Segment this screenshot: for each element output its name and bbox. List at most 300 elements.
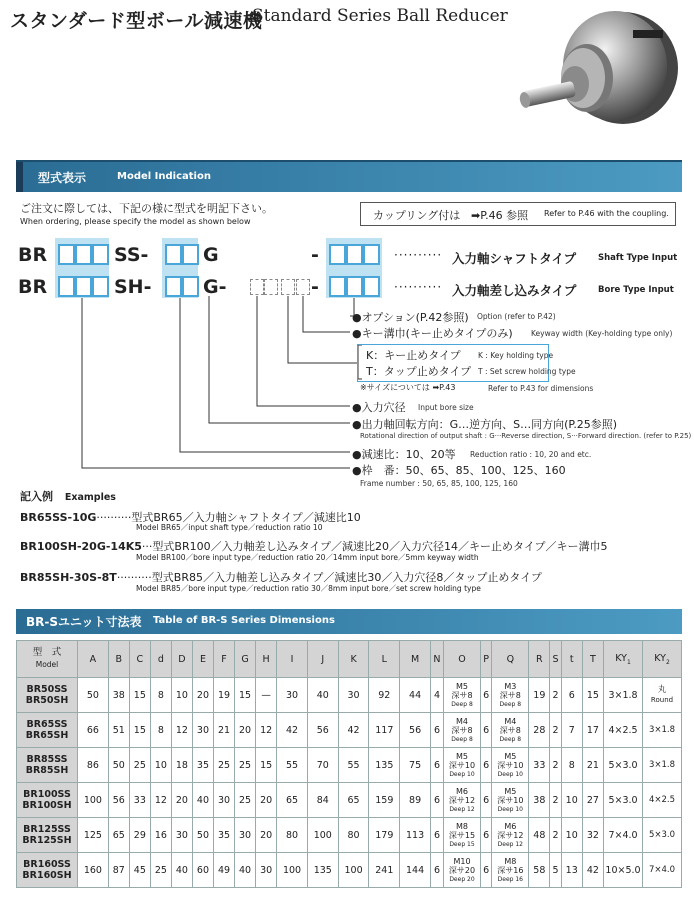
table-cell: 15 [235,678,256,713]
header-cell: M [400,641,431,678]
table-cell: 92 [369,678,400,713]
table-cell: 2 [550,783,561,818]
table-cell: 15 [582,678,603,713]
table-cell: 100 [307,818,338,853]
table-cell: 30 [214,783,235,818]
o-depth-en: Deep 8 [451,735,473,743]
table-cell: 8 [150,713,171,748]
k-type-annotation-en: K : Key holding type [478,351,554,360]
table-cell: 5 [550,853,561,888]
model-cell [17,713,78,748]
model-code-sh: BR100SH [22,800,72,811]
example-leader: ··· [141,540,153,553]
model-code-ss: BR125SS [23,824,71,835]
table-cell: 2 [550,713,561,748]
table-cell: 25 [235,783,256,818]
o-depth-en: Deep 10 [449,770,475,778]
header-cell: Q [492,641,529,678]
table-cell: 20 [235,713,256,748]
table-cell: 35 [214,818,235,853]
model-code-sh: BR160SH [22,870,72,881]
table-cell: 6 [481,818,492,853]
table-cell: 6 [430,713,443,748]
table-cell: 19 [529,678,550,713]
model-code-ss: BR50SS [26,684,68,695]
table-cell: 4 [430,678,443,713]
table-cell: 20 [256,783,277,818]
header-cell: R [529,641,550,678]
table-cell: 86 [78,748,109,783]
table-cell: 40 [171,853,192,888]
table-cell: 50 [108,748,129,783]
ky1-cell: 5×3.0 [604,783,643,818]
o-depth-jp: 深サ10 [448,760,476,770]
ky1-cell: 4×2.5 [604,713,643,748]
table-cell: 2 [550,818,561,853]
table-cell: 28 [529,713,550,748]
table-cell: 6 [561,678,582,713]
table-cell: 65 [277,783,308,818]
table-cell: 25 [235,748,256,783]
q-depth-jp: 深サ8 [499,690,521,700]
o-depth-jp: 深サ20 [448,865,476,875]
table-cell: 25 [150,853,171,888]
header-cell: I [277,641,308,678]
q-depth-en: Deep 8 [499,735,522,743]
table-cell: 25 [129,748,150,783]
table-cell: 55 [338,748,369,783]
table-cell: 33 [129,783,150,818]
ky2-value: 丸 [657,685,667,695]
model-header-en: Model [35,660,59,669]
q-cell [492,713,529,748]
ky2-cell [643,748,682,783]
table-cell: 38 [529,783,550,818]
model-cell [17,678,78,713]
model-g-2: G- [203,276,227,298]
frame-annotation: ●枠 番：50、65、85、100、125、160 [352,464,566,477]
table-cell: 50 [192,818,213,853]
ky2-cell [643,818,682,853]
ky2-sub: 2 [665,658,670,666]
table-cell: 15 [129,678,150,713]
table-cell: 49 [214,853,235,888]
table-cell: 6 [481,713,492,748]
model-g-1: G [203,244,219,266]
header-cell: D [171,641,192,678]
ky1-cell: 7×4.0 [604,818,643,853]
table-cell: 21 [214,713,235,748]
table-cell: 80 [277,818,308,853]
example-desc-en: Model BR65／input shaft type／reduction ratio 10 [136,523,323,532]
example-code: BR85SH-30S-8T [20,571,117,584]
q-thread: M5 [504,786,517,796]
table-cell: 42 [277,713,308,748]
ratio-annotation-en: Reduction ratio : 10, 20 and etc. [470,450,592,459]
table-cell: 38 [108,678,129,713]
table-cell: 25 [214,748,235,783]
table-cell: 12 [256,713,277,748]
o-thread: M5 [456,751,468,761]
header-cell-ky1 [604,641,643,678]
ky2-cell [643,678,682,713]
ky1-label: KY [615,652,627,664]
table-cell: 19 [214,678,235,713]
model-dash-1: - [311,244,319,266]
table-cell: 15 [129,713,150,748]
model-cell [17,783,78,818]
examples-heading-jp: 記入例 [20,490,53,503]
frame-annotation-en: Frame number : 50, 65, 85, 100, 125, 160 [360,479,518,488]
header-cell: J [307,641,338,678]
table-cell: — [256,678,277,713]
q-depth-jp: 深サ10 [497,795,524,805]
leader-dots: ·········· [394,248,443,262]
o-cell [444,783,481,818]
q-cell [492,783,529,818]
header-cell: H [256,641,277,678]
coupling-label-jp: カップリング付は [373,209,461,222]
table-cell: 30 [338,678,369,713]
ky2-cell [643,853,682,888]
q-depth-en: Deep 16 [497,875,523,883]
leader-dots: ·········· [394,280,443,294]
o-depth-jp: 深サ12 [448,795,476,805]
q-cell [492,818,529,853]
dimensions-table [16,640,682,888]
table-cell: 87 [108,853,129,888]
table-cell: 241 [369,853,400,888]
table-cell: 135 [369,748,400,783]
table-cell: 80 [338,818,369,853]
header-cell: O [444,641,481,678]
o-cell [444,748,481,783]
example-code: BR65SS-10G [20,511,97,524]
ky1-cell: 5×3.0 [604,748,643,783]
ky2-cell [643,783,682,818]
table-cell: 40 [192,783,213,818]
example-desc: 型式BR85／入力軸差し込みタイプ／減速比30／入力穴径8／タップ止めタイプ [151,571,542,584]
shaft-type-label-en: Shaft Type Input [598,253,678,263]
table-cell: 48 [529,818,550,853]
header-cell: A [78,641,109,678]
o-depth-en: Deep 8 [451,700,473,708]
o-cell [444,713,481,748]
ky1-cell: 10×5.0 [604,853,643,888]
q-thread: M4 [504,716,517,726]
option-annotation: ●オプション(P.42参照) [352,311,469,324]
section-title-jp: 型式表示 [38,171,87,185]
bore-annotation-en: Input bore size [418,403,474,412]
header-cell: N [430,641,443,678]
q-depth-jp: 深サ10 [497,760,524,770]
table-cell: 30 [192,713,213,748]
model-code-sh: BR65SH [25,730,69,741]
model-code-ss: BR100SS [23,789,71,800]
q-depth-jp: 深サ12 [497,830,524,840]
table-cell: 50 [78,678,109,713]
table-cell: 144 [400,853,431,888]
table-cell: 135 [307,853,338,888]
header-cell: B [108,641,129,678]
size-note: ※サイズについては ➡P.43 [360,383,456,392]
header-cell: T [582,641,603,678]
t-type-annotation-en: T : Set screw holding type [478,367,576,376]
table-cell: 6 [481,853,492,888]
header-cell: K [338,641,369,678]
table-cell: 65 [338,783,369,818]
q-depth-en: Deep 8 [499,700,522,708]
table-cell: 45 [129,853,150,888]
table-row [17,853,682,888]
rotation-annotation-en: Rotational direction of output shaft : G···Reverse direction, S···Forward direction. (refer to P.25) [360,432,692,440]
table-cell: 6 [481,748,492,783]
table-title-en: Table of BR-S Series Dimensions [153,615,335,626]
model-code-sh: BR50SH [25,695,69,706]
model-code-ss: BR65SS [26,719,68,730]
q-depth-jp: 深サ16 [497,865,524,875]
ky2-value: 4×2.5 [648,795,676,805]
table-cell: 30 [171,818,192,853]
table-cell: 56 [307,713,338,748]
table-cell: 12 [171,713,192,748]
header-cell-ky2 [643,641,682,678]
header-cell-model [17,641,78,678]
model-code-sh: BR85SH [25,765,69,776]
table-cell: 70 [307,748,338,783]
table-cell: 8 [150,678,171,713]
option-annotation-en: Option (refer to P.42) [477,312,556,321]
o-depth-en: Deep 15 [449,840,475,848]
o-depth-jp: 深サ15 [448,830,476,840]
ky2-value: 7×4.0 [648,865,676,875]
model-code-ss: BR160SS [23,859,71,870]
table-cell: 15 [256,748,277,783]
table-cell: 42 [582,853,603,888]
model-code-ss: BR85SS [26,754,68,765]
q-depth-jp: 深サ8 [499,725,521,735]
header-cell: P [481,641,492,678]
o-depth-en: Deep 12 [449,805,475,813]
table-title-jp: BR-Sユニット寸法表 [26,615,142,629]
keyway-annotation: ●キー溝巾(キー止めタイプのみ) [352,327,513,340]
example-leader: ·········· [116,571,152,584]
table-row [17,783,682,818]
ky1-cell: 3×1.8 [604,678,643,713]
q-thread: M8 [504,856,517,866]
table-cell: 51 [108,713,129,748]
table-cell: 56 [108,783,129,818]
model-prefix-2: BR [18,276,48,298]
q-depth-en: Deep 10 [497,770,523,778]
q-cell [492,678,529,713]
table-cell: 65 [108,818,129,853]
example-code: BR100SH-20G-14K5 [20,540,142,553]
model-dash-2: - [311,276,319,298]
example-desc: 型式BR65／入力軸シャフトタイプ／減速比10 [131,511,361,524]
table-cell: 6 [430,783,443,818]
ky2-note: Round [650,696,674,704]
table-cell: 17 [582,713,603,748]
table-cell: 44 [400,678,431,713]
o-thread: M5 [456,681,468,691]
ky2-value: 3×1.8 [648,725,676,735]
o-thread: M4 [456,716,468,726]
model-cell [17,748,78,783]
table-cell: 29 [129,818,150,853]
table-header-row [17,641,682,678]
table-cell: 10 [561,783,582,818]
ky2-label: KY [654,652,666,664]
order-note-jp: ご注文に際しては、下記の様に型式を明記下さい。 [20,202,273,215]
section-title-en: Model Indication [117,171,211,182]
bore-type-label-en: Bore Type Input [598,285,674,295]
section-bar-dimensions [16,609,682,634]
order-note-en: When ordering, please specify the model as shown below [20,217,251,226]
table-cell: 100 [78,783,109,818]
example-desc: 型式BR100／入力軸差し込みタイプ／減速比20／入力穴径14／キー止めタイプ／キー溝巾5 [152,540,608,553]
header-cell: t [561,641,582,678]
model-mid-1: SS- [114,244,149,266]
table-cell: 33 [529,748,550,783]
o-thread: M6 [456,786,468,796]
table-cell: 159 [369,783,400,818]
table-cell: 113 [400,818,431,853]
header-cell: S [550,641,561,678]
model-mid-2: SH- [114,276,152,298]
header-cell: L [369,641,400,678]
table-cell: 75 [400,748,431,783]
bore-annotation: ●入力穴径 [352,401,406,414]
o-depth-jp: 深サ8 [451,690,473,700]
ky2-value: 3×1.8 [648,760,676,770]
q-cell [492,853,529,888]
model-cell [17,818,78,853]
o-depth-en: Deep 20 [449,875,475,883]
bore-type-label-jp: 入力軸差し込みタイプ [452,283,577,298]
table-cell: 10 [171,678,192,713]
size-note-en: Refer to P.43 for dimensions [488,384,594,393]
header-cell: E [192,641,213,678]
q-depth-en: Deep 10 [497,805,523,813]
table-row [17,748,682,783]
table-cell: 89 [400,783,431,818]
table-cell: 84 [307,783,338,818]
table-cell: 40 [307,678,338,713]
o-thread: M8 [456,821,468,831]
table-cell: 27 [582,783,603,818]
ky2-cell [643,713,682,748]
table-cell: 10 [150,748,171,783]
table-cell: 6 [430,748,443,783]
model-code-sh: BR125SH [22,835,72,846]
table-cell: 32 [582,818,603,853]
table-cell: 42 [338,713,369,748]
example-leader: ·········· [96,511,132,524]
examples-heading-en: Examples [64,492,116,503]
table-cell: 6 [430,818,443,853]
table-cell: 179 [369,818,400,853]
table-cell: 35 [192,748,213,783]
table-cell: 30 [256,853,277,888]
keyway-annotation-en: Keyway width (Key-holding type only) [531,329,673,338]
table-row [17,678,682,713]
table-cell: 16 [150,818,171,853]
table-cell: 40 [235,853,256,888]
table-cell: 100 [277,853,308,888]
table-cell: 7 [561,713,582,748]
page-title-jp: スタンダード型ボール減速機 [10,10,263,32]
q-thread: M3 [504,681,517,691]
table-cell: 21 [582,748,603,783]
q-depth-en: Deep 12 [497,840,523,848]
q-cell [492,748,529,783]
table-cell: 6 [481,678,492,713]
shaft-type-label-jp: 入力軸シャフトタイプ [452,251,577,266]
table-cell: 60 [192,853,213,888]
table-cell: 66 [78,713,109,748]
model-cell [17,853,78,888]
table-cell: 20 [256,818,277,853]
table-cell: 58 [529,853,550,888]
table-cell: 117 [369,713,400,748]
table-cell: 12 [150,783,171,818]
o-cell [444,818,481,853]
ky2-value: 5×3.0 [648,830,676,840]
o-cell [444,853,481,888]
table-cell: 125 [78,818,109,853]
k-type-annotation: K：キー止めタイプ [366,349,461,362]
table-row [17,713,682,748]
coupling-label-en: Refer to P.46 with the coupling. [544,209,669,218]
examples-heading [20,488,116,504]
header-cell: G [235,641,256,678]
table-cell: 6 [430,853,443,888]
table-cell: 20 [171,783,192,818]
table-cell: 20 [192,678,213,713]
table-cell: 2 [550,678,561,713]
page-title-en: Standard Series Ball Reducer [252,6,508,26]
table-cell: 160 [78,853,109,888]
header-cell: F [214,641,235,678]
q-thread: M5 [504,751,517,761]
table-cell: 18 [171,748,192,783]
o-cell [444,678,481,713]
coupling-ref: ➡P.46 参照 [471,209,529,222]
header-cell: d [150,641,171,678]
table-cell: 8 [561,748,582,783]
table-cell: 30 [277,678,308,713]
table-cell: 6 [481,783,492,818]
example-desc-en: Model BR85／bore input type／reduction ratio 30／8mm input bore／set screw holding type [136,584,481,593]
ratio-annotation: ●減速比：10、20等 [352,448,456,461]
table-row [17,818,682,853]
ky1-sub: 1 [626,658,631,666]
table-cell: 56 [400,713,431,748]
rotation-annotation: ●出力軸回転方向：G…逆方向、S…同方向(P.25参照) [352,418,618,431]
table-cell: 10 [561,818,582,853]
t-type-annotation: T：タップ止めタイプ [366,365,472,378]
table-cell: 30 [235,818,256,853]
table-cell: 100 [338,853,369,888]
o-thread: M10 [453,856,471,866]
q-thread: M6 [504,821,517,831]
header-cell: C [129,641,150,678]
example-desc-en: Model BR100／bore input type／reduction ratio 20／14mm input bore／5mm keyway width [136,553,479,562]
model-prefix-1: BR [18,244,48,266]
table-cell: 2 [550,748,561,783]
table-cell: 13 [561,853,582,888]
